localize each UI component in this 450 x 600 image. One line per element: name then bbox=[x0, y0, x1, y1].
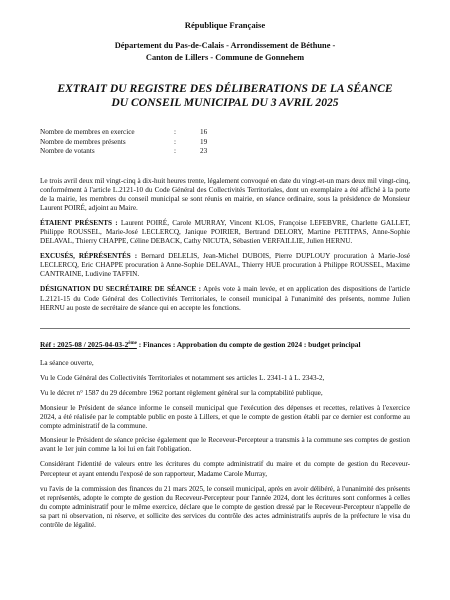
intro-paragraph: Le trois avril deux mil vingt-cinq à dix-huit heures trente, légalement convoqué en date du vingt-et-un mars deux mil vingt-cinq, conformément à l'article L.2121-10 du Code Général des Collectivités Territoriales, dont un exemplaire a été affiché à la porte de la mairie, les membres du conseil municipal se sont réunis en mairie, en séance ordinaire, sous la présidence de Monsieur Laurent POIRÉ, adjoint au Maire. bbox=[40, 176, 410, 212]
title-line-2: DU CONSEIL MUNICIPAL DU 3 AVRIL 2025 bbox=[111, 96, 339, 109]
secretary-paragraph bbox=[40, 285, 410, 312]
department-heading bbox=[40, 40, 410, 64]
members-label: Nombre de votants bbox=[40, 147, 95, 155]
members-row bbox=[40, 128, 410, 138]
document-title bbox=[40, 82, 410, 110]
members-sep: : bbox=[174, 137, 176, 146]
members-value: 19 bbox=[200, 137, 208, 146]
body-paragraph-vu-decret: Vu le décret n° 1587 du 29 décembre 1962 portant règlement général sur la comptabilité publique, bbox=[40, 388, 323, 397]
department-line-1: Département du Pas-de-Calais - Arrondissement de Béthune - bbox=[114, 41, 336, 50]
title-line-1: EXTRAIT DU REGISTRE DES DÉLIBERATIONS DE LA SÉANCE bbox=[57, 82, 393, 95]
body-paragraph-precision: Monsieur le Président de séance précise également que le Receveur-Percepteur a transmis à la commune ses comptes de gestion avant le 1er juin comme la loi lui en fait l'obligation. bbox=[40, 436, 410, 454]
reference-label: Réf : 2025-08 / 2025-04-03-2 bbox=[40, 339, 129, 349]
body-paragraph-vu-cgct: Vu le Code Général des Collectivités Territoriales et notamment ses articles L. 2341-1 à L. 2343-2, bbox=[40, 373, 325, 382]
members-count-block bbox=[40, 128, 410, 157]
reference-number bbox=[40, 340, 137, 349]
reference-sep: : bbox=[136, 339, 144, 349]
department-line-2: Canton de Lillers - Commune de Gonnehem bbox=[145, 53, 305, 62]
reference-sup: ème bbox=[128, 340, 137, 346]
present-label: ÉTAIENT PRÉSENTS : bbox=[40, 218, 118, 227]
excused-paragraph bbox=[40, 252, 410, 279]
republic-heading: République Française bbox=[184, 20, 266, 30]
members-sep: : bbox=[174, 147, 176, 155]
members-value: 23 bbox=[200, 147, 208, 155]
deliberation-reference bbox=[40, 339, 410, 350]
secretary-label: DÉSIGNATION DU SECRÉTAIRE DE SÉANCE : bbox=[40, 285, 201, 294]
members-label: Nombre de membres présents bbox=[40, 137, 126, 146]
body-paragraph-decision: vu l'avis de la commission des finances du 21 mars 2025, le conseil municipal, après en avoir délibéré, à l'unanimité des présents et représentés, adopte le compte de gestion du Receveur-Percepteur pour l'année 2024, dont les écritures sont conformes à celles du compte administratif pour le même exercice, déclare que le compte de gestion dressé par le Receveur-Percepteur n'appelle de sa part ni observation, ni réserve, et sollicite des services du contrôle des actes administratifs auprès de la préfecture le visa du contrôle de légalité. bbox=[40, 484, 410, 530]
members-label: Nombre de membres en exercice bbox=[40, 128, 135, 136]
document-page bbox=[40, 0, 410, 530]
members-sep: : bbox=[174, 128, 176, 136]
members-row bbox=[40, 147, 410, 157]
reference-subject: Finances : Approbation du compte de gestion 2024 : budget principal bbox=[143, 339, 361, 349]
body-paragraph-information: Monsieur le Président de séance informe le conseil municipal que l'exécution des dépenses et recettes, relatives à l'exercice 2024, a été réalisée par le comptable public en poste à Lillers, et que le compte de gestion établi par ce dernier est conforme au compte administratif de la commune. bbox=[40, 404, 410, 431]
body-paragraph-opening: La séance ouverte, bbox=[40, 358, 94, 367]
body-paragraph-considerant: Considérant l'identité de valeurs entre les écritures du compte administratif du maire et du compte de gestion du Receveur-Percepteur et ayant entendu l'exposé de son rapporteur, Madame Carole Murray, bbox=[40, 460, 410, 478]
present-paragraph bbox=[40, 219, 410, 246]
excused-text: Bernard DELELIS, Jean-Michel DUBOIS, Pierre DUPLOUY procuration à Marie-José LECLERCQ, Eric CHAPPE procuration à Anne-Sophie DELAVAL, Thierry HUE procuration à Philippe ROUSSEL, Maxime CANTRAINE, Ludivine TAFFIN. bbox=[40, 252, 410, 279]
members-row bbox=[40, 138, 410, 148]
section-divider bbox=[40, 328, 410, 329]
secretary-text: Après vote à main levée, et en application des dispositions de l'article L.2121-15 du Code Général des Collectivités Territoriales, le conseil municipal à l'unanimité des présents, nomme Julien HERNU au poste de secrétaire de séance qui en accepte les fonctions. bbox=[40, 285, 410, 312]
present-text: Laurent POIRÉ, Carole MURRAY, Vincent KLOS, Françoise LEFEBVRE, Charlette GALLET, Philippe ROUSSEL, Marie-José LECLERCQ, Janique POIRIER, Bertrand DELORY, Martine PETITPAS, Anne-Sophie DELAVAL, Thierry CHAPPE, Céline DEBACK, Cathy NICUTA, Sébastien VERFAILLIE, Julien HERNU. bbox=[40, 218, 410, 246]
excused-label: EXCUSÉS, RÉPRÉSENTÉS : bbox=[40, 252, 138, 261]
members-value: 16 bbox=[200, 128, 208, 136]
